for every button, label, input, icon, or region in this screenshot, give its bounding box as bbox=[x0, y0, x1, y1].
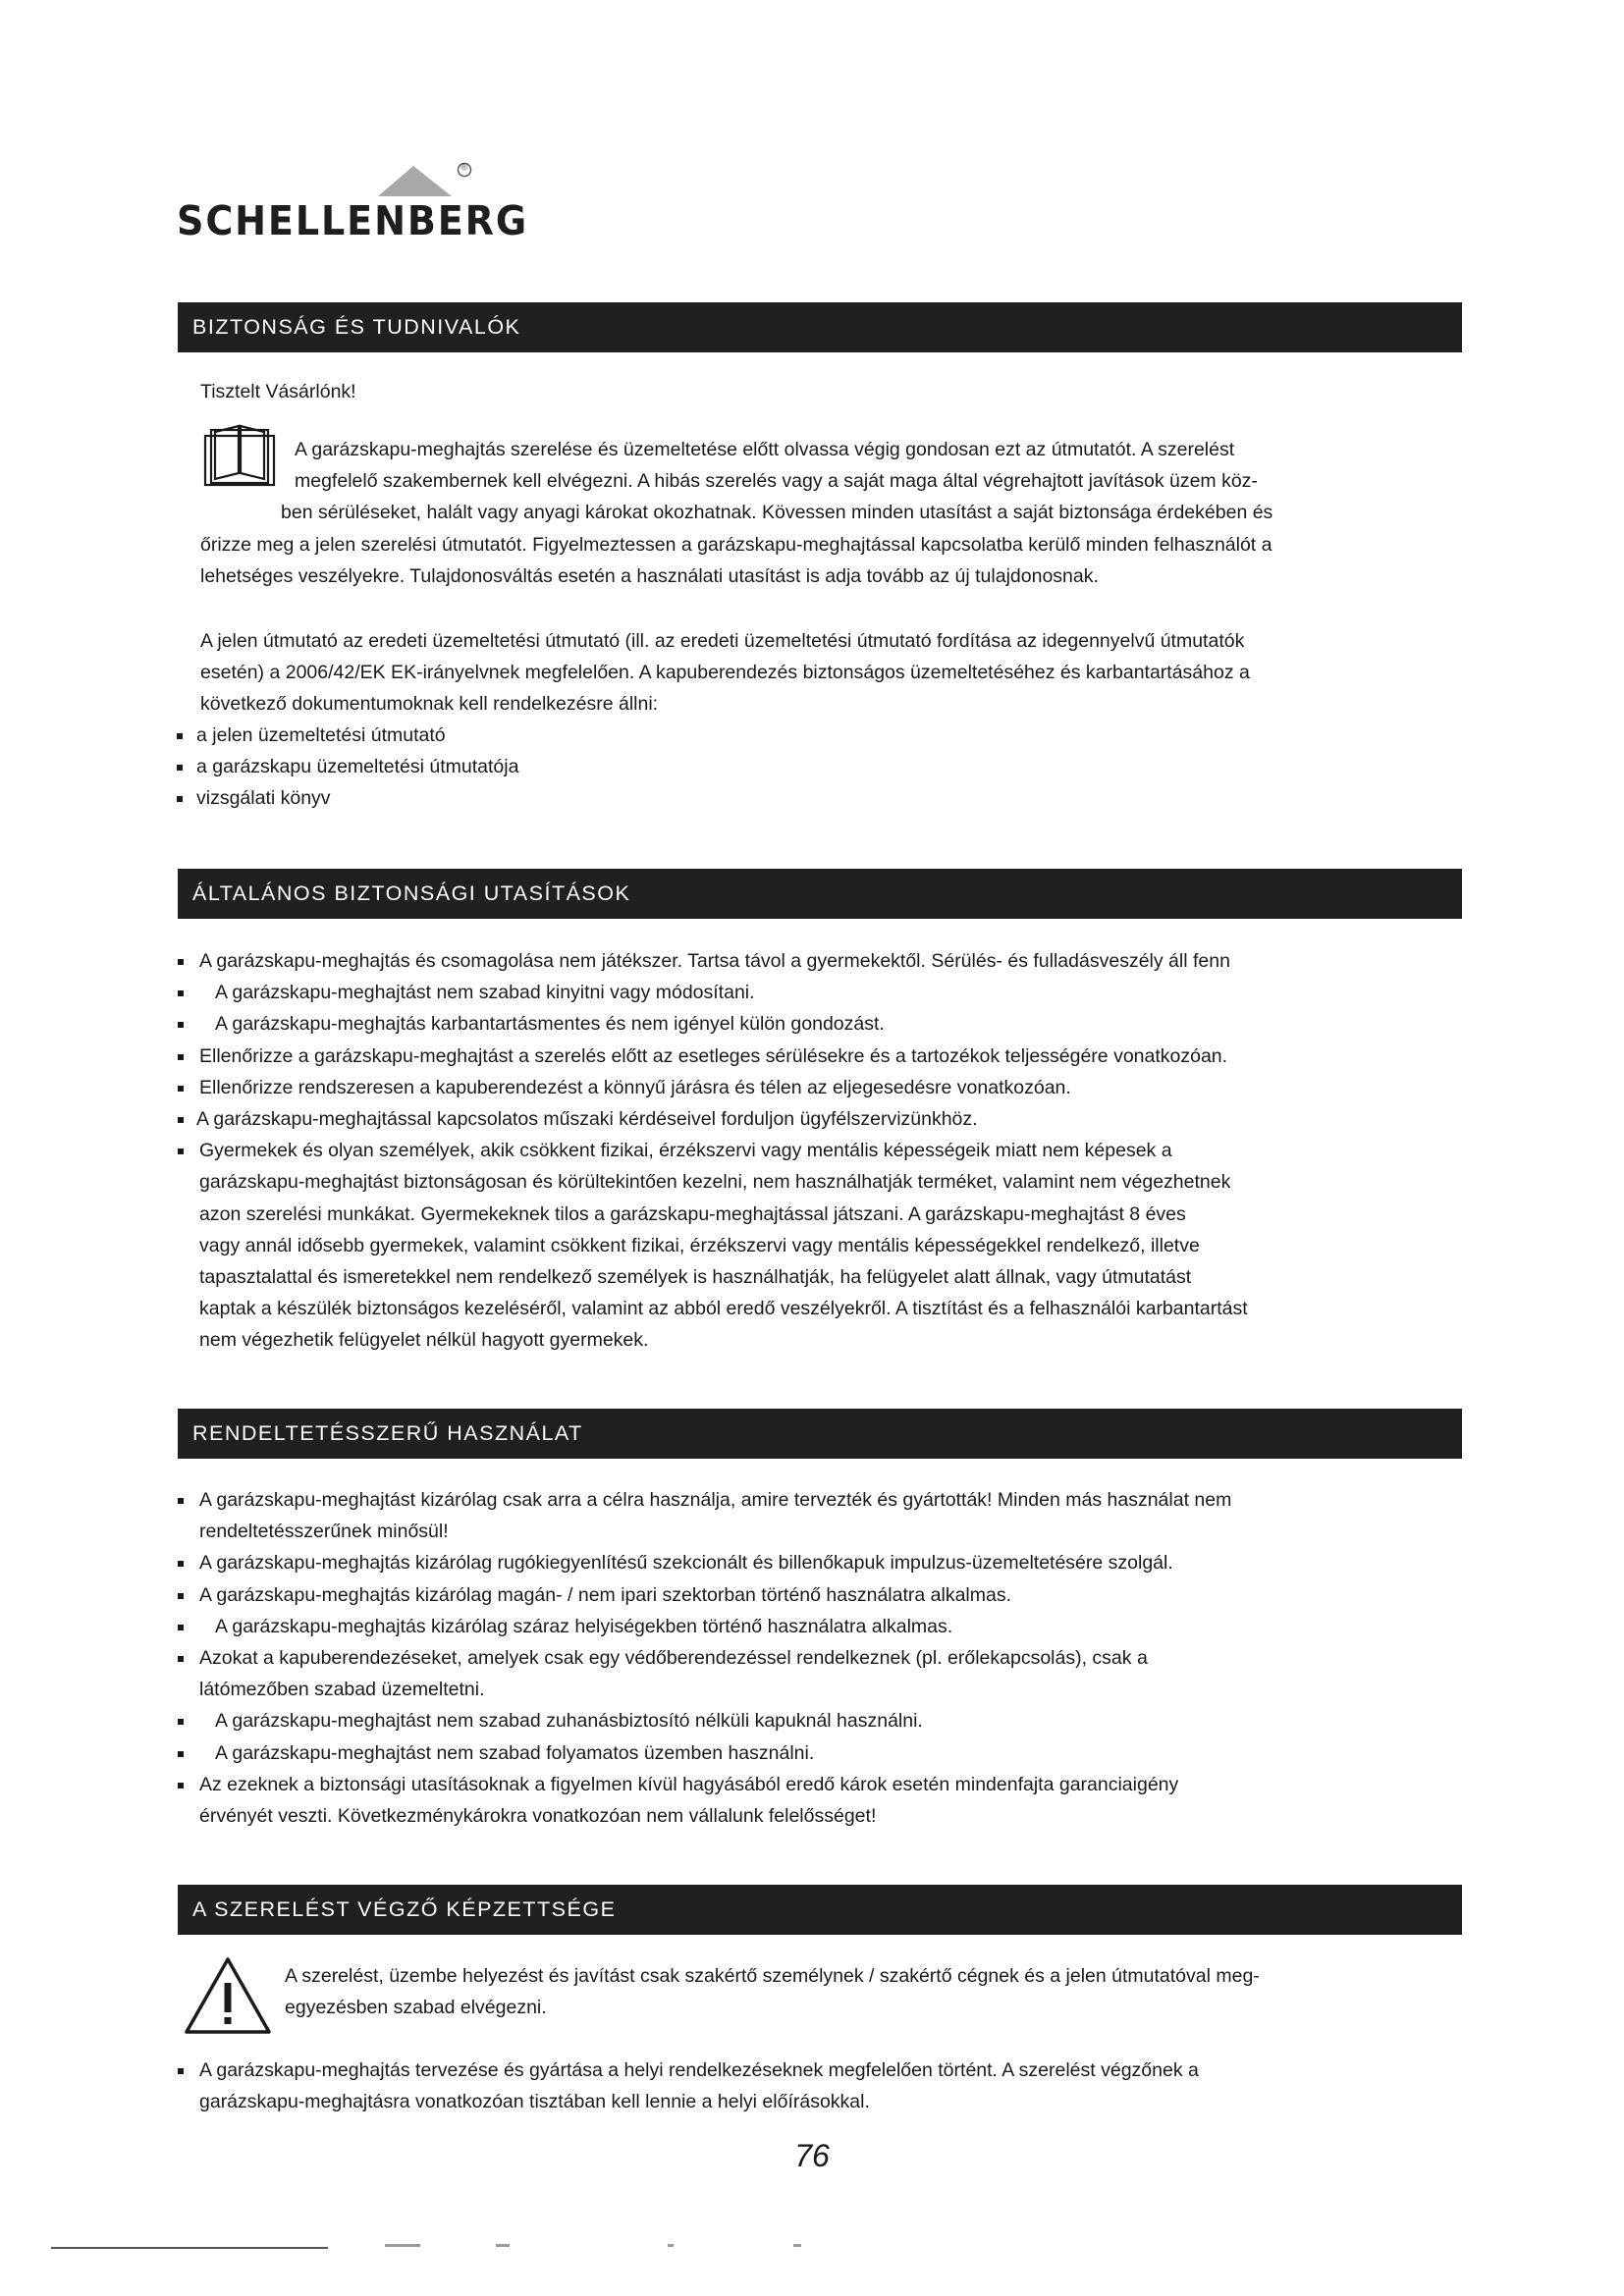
bullet bbox=[177, 733, 183, 739]
warning-line: egyezésben szabad elvégezni. bbox=[285, 1997, 547, 2019]
open-book-icon bbox=[201, 424, 278, 498]
list-item: Ellenőrizze a garázskapu-meghajtást a szerelés előtt az esetleges sérülésekre és a tartozékok teljességére vonatkozóan. bbox=[199, 1041, 1248, 1072]
section-header-qualification: A SZERELÉST VÉGZŐ KÉPZETTSÉGE bbox=[178, 1885, 1462, 1935]
list-item: A garázskapu-meghajtás tervezése és gyártása a helyi rendelkezéseknek megfelelően történt. A szerelést végzőnek a garázskapu-meghajtásra vonatkozóan tisztában kell lennie a helyi előírásokkal. bbox=[199, 2055, 1199, 2117]
intro-text-full bbox=[200, 529, 1272, 592]
documents-list bbox=[196, 720, 518, 815]
registered-mark: ® bbox=[460, 162, 468, 173]
warning-triangle-icon bbox=[181, 1953, 275, 2045]
directive-paragraph bbox=[200, 625, 1250, 721]
section-header-safety: BIZTONSÁG ÉS TUDNIVALÓK bbox=[178, 302, 1462, 352]
list-item: Ellenőrizze rendszeresen a kapuberendezést a könnyű járásra és télen az eljegesedésre vonatkozóan. bbox=[199, 1072, 1248, 1103]
list-item: A garázskapu-meghajtás kizárólag rugókiegyenlítésű szekcionált és billenőkapuk impulzus-üzemeltetésére szolgál. bbox=[199, 1547, 1231, 1578]
list-item: A garázskapu-meghajtást nem szabad folyamatos üzemben használni. bbox=[199, 1737, 1231, 1769]
brand-name: SCHELLENBERG bbox=[177, 197, 529, 244]
list-item: a jelen üzemeltetési útmutató bbox=[196, 720, 518, 751]
list-item-children: Gyermekek és olyan személyek, akik csökkent fizikai, érzékszervi vagy mentális képességeik miatt nem képesek a garázskapu-meghajtást biztonságosan és körültekintően kezelni, nem használhatják terméket, valamint nem végezhetnek azon szerelési munkákat. Gyermekeknek tilos a garázskapu-meghajtással játszani. A garázskapu-meghajtást 8 éves vagy annál idősebb gyermekek, valamint csökkent fizikai, érzékszervi vagy mentális képességekkel rendelkező, illetve tapasztalattal és ismeretekkel nem rendelkező személyek is használhatják, ha felügyelet alatt állnak, vagy útmutatást kaptak a készülék biztonságos kezeléséről, valamint az abból eredő veszélyekről. A tisztítást és a felhasználói karbantartást nem végezhetik felügyelet nélkül hagyott gyermekek. bbox=[199, 1135, 1248, 1356]
footer-mark bbox=[668, 2244, 674, 2247]
qualification-list bbox=[199, 2055, 1199, 2117]
footer-mark bbox=[793, 2244, 801, 2247]
list-item: vizsgálati könyv bbox=[196, 782, 518, 814]
footer-mark bbox=[496, 2244, 510, 2247]
intro-text-indented bbox=[281, 434, 1273, 529]
brand-logo bbox=[177, 152, 529, 250]
bullet bbox=[177, 765, 183, 771]
section-header-general: ÁLTALÁNOS BIZTONSÁGI UTASÍTÁSOK bbox=[178, 869, 1462, 919]
intro-line: lehetséges veszélyekre. Tulajdonosváltás esetén a használati utasítást is adja tovább az új tulajdonosnak. bbox=[200, 565, 1099, 588]
general-safety-list bbox=[196, 945, 1248, 1357]
list-item: a garázskapu üzemeltetési útmutatója bbox=[196, 751, 518, 782]
list-item: A garázskapu-meghajtást nem szabad zuhanásbiztosító nélküli kapuknál használni. bbox=[199, 1705, 1231, 1736]
bullet bbox=[177, 796, 183, 802]
intended-use-list bbox=[199, 1484, 1231, 1832]
directive-line: következő dokumentumoknak kell rendelkezésre állni: bbox=[200, 693, 659, 716]
intro-line: ben sérüléseket, halált vagy anyagi károkat okozhatnak. Kövessen minden utasítást a saját biztonsága érdekében és bbox=[281, 502, 1273, 524]
list-item: Az ezeknek a biztonsági utasításoknak a figyelmen kívül hagyásából eredő károk esetén mindenfajta garanciaigény érvényét veszti. Következménykárokra vonatkozóan nem vállalunk felelősséget! bbox=[199, 1769, 1231, 1832]
section-header-intended-use: RENDELTETÉSSZERŰ HASZNÁLAT bbox=[178, 1409, 1462, 1459]
list-item: A garázskapu-meghajtással kapcsolatos műszaki kérdéseivel forduljon ügyfélszervizünkhöz. bbox=[196, 1103, 1248, 1135]
directive-line: A jelen útmutató az eredeti üzemeltetési útmutató (ill. az eredeti üzemeltetési útmutató fordítása az idegennyelvű útmutatók bbox=[200, 630, 1245, 652]
footer-mark bbox=[385, 2244, 420, 2247]
warning-line: A szerelést, üzembe helyezést és javítást csak szakértő személynek / szakértő cégnek és a jelen útmutatóval meg- bbox=[285, 1965, 1260, 1987]
intro-line: őrizze meg a jelen szerelési útmutatót. Figyelmeztessen a garázskapu-meghajtással kapcsolatba kerülő minden felhasználót a bbox=[200, 534, 1272, 556]
intro-line: A garázskapu-meghajtás szerelése és üzemeltetése előtt olvassa végig gondosan ezt az útmutatót. A szerelést bbox=[295, 439, 1235, 460]
list-item: A garázskapu-meghajtás és csomagolása nem játékszer. Tartsa távol a gyermekektől. Sérülés- és fulladásveszély áll fenn bbox=[199, 945, 1248, 977]
greeting: Tisztelt Vásárlónk! bbox=[200, 381, 356, 402]
list-item: A garázskapu-meghajtás kizárólag magán- / nem ipari szektorban történő használatra alkalmas. bbox=[199, 1579, 1231, 1611]
list-item: A garázskapu-meghajtást kizárólag csak arra a célra használja, amire tervezték és gyártották! Minden más használat nem rendeltetésszerűnek minősül! bbox=[199, 1484, 1231, 1547]
footer-rule bbox=[51, 2247, 328, 2249]
intro-line: megfelelő szakembernek kell elvégezni. A hibás szerelés vagy a saját maga által végrehajtott javítások üzem köz- bbox=[295, 470, 1258, 493]
qualification-warning bbox=[285, 1960, 1260, 2023]
list-item: A garázskapu-meghajtást nem szabad kinyitni vagy módosítani. bbox=[199, 977, 1248, 1008]
list-item: A garázskapu-meghajtás karbantartásmentes és nem igényel külön gondozást. bbox=[199, 1008, 1248, 1040]
page-number: 76 bbox=[794, 2138, 830, 2173]
directive-line: esetén) a 2006/42/EK EK-irányelvnek megfelelően. A kapuberendezés biztonságos üzemeltetéséhez és karbantartásához a bbox=[200, 662, 1250, 684]
list-item: A garázskapu-meghajtás kizárólag száraz helyiségekben történő használatra alkalmas. bbox=[199, 1611, 1231, 1642]
list-item: Azokat a kapuberendezéseket, amelyek csak egy védőberendezéssel rendelkeznek (pl. erőlekapcsolás), csak a látómezőben szabad üzemeltetni. bbox=[199, 1642, 1231, 1705]
